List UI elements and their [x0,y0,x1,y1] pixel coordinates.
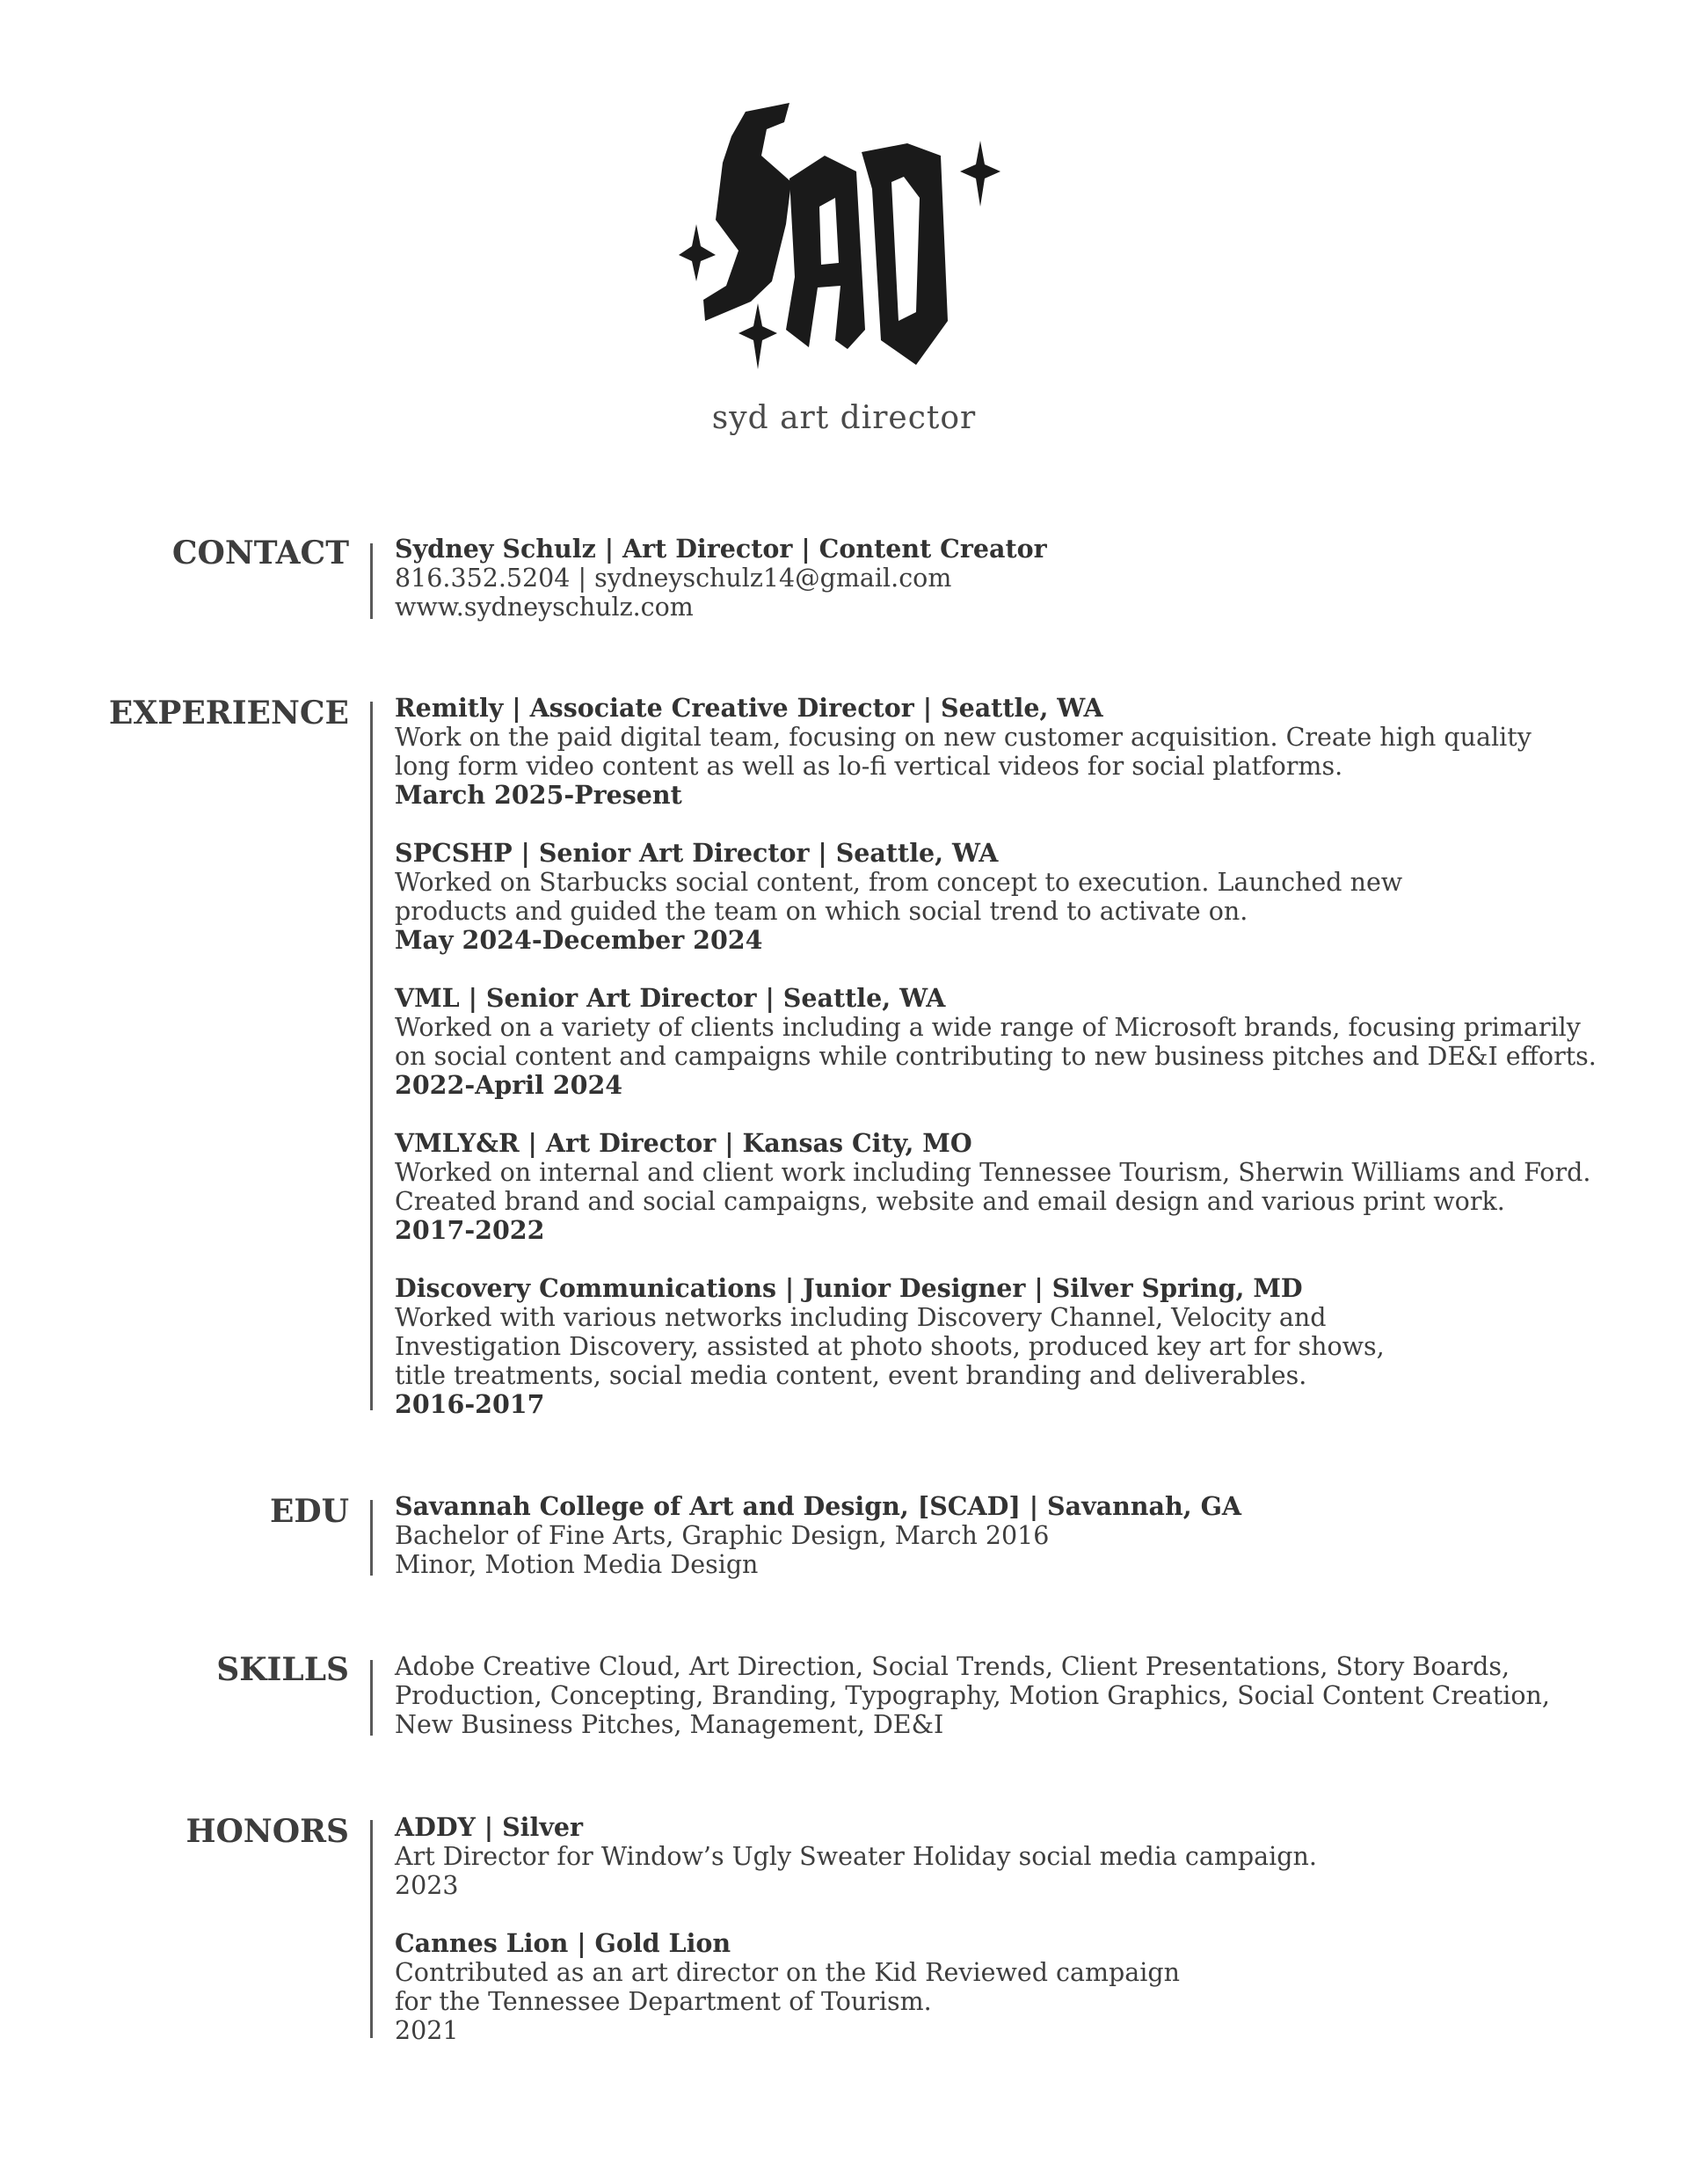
job-dates: 2016-2017 [395,1389,545,1419]
skills-section-label: SKILLS [216,1651,349,1688]
honor-description-line: Art Director for Window’s Ugly Sweater Holiday social media campaign. [395,1842,1317,1871]
job-dates: March 2025-Present [395,780,682,810]
job-heading: Discovery Communications | Junior Designer | Silver Spring, MD [395,1273,1303,1303]
edu-block [395,1492,1626,1579]
job-description-line: long form video content as well as lo-fi vertical videos for social platforms. [395,752,1343,781]
honors-divider [370,1820,373,2038]
job-description-line: Worked on Starbucks social content, from concept to execution. Launched new [395,868,1403,897]
honor-entry [395,1813,1626,1900]
school-heading: Savannah College of Art and Design, [SCAD] | Savannah, GA [395,1491,1242,1521]
contact-block [395,535,1626,622]
job-description-line: Worked with various networks including Discovery Channel, Velocity and [395,1303,1327,1332]
contact-section-label: CONTACT [171,535,349,571]
job-heading: VML | Senior Art Director | Seattle, WA [395,983,946,1013]
job-dates: May 2024-December 2024 [395,925,763,955]
experience-block [395,694,1626,1448]
edu-divider [370,1500,373,1576]
sparkle-icon-left [679,224,716,281]
contact-website: www.sydneyschulz.com [395,593,694,622]
logo-letter-d [862,143,948,365]
logo-letter-a [786,156,865,349]
skills-line: Adobe Creative Cloud, Art Direction, Social Trends, Client Presentations, Story Boards, [395,1652,1510,1681]
minor-line: Minor, Motion Media Design [395,1550,759,1579]
contact-divider [370,543,373,619]
experience-section-label: EXPERIENCE [108,695,349,732]
job-description-line: Work on the paid digital team, focusing on new customer acquisition. Create high quality [395,723,1532,752]
sparkle-icon-right [960,141,1000,207]
job-description-line: Worked on a variety of clients including a wide range of Microsoft brands, focusing primarily [395,1013,1581,1042]
honors-block [395,1813,1626,2074]
experience-entry [395,694,1626,810]
skills-divider [370,1660,373,1736]
contact-name-title: Sydney Schulz | Art Director | Content Creator [395,534,1047,564]
edu-section-label: EDU [269,1493,349,1530]
experience-divider [370,702,373,1410]
honor-year: 2021 [395,2016,459,2045]
honor-entry [395,1929,1626,2045]
job-description-line: Worked on internal and client work including Tennessee Tourism, Sherwin Williams and Ford. [395,1158,1591,1187]
experience-entry [395,984,1626,1100]
honor-heading: Cannes Lion | Gold Lion [395,1928,731,1958]
job-dates: 2022-April 2024 [395,1070,623,1100]
skills-line: Production, Concepting, Branding, Typography, Motion Graphics, Social Content Creation, [395,1681,1550,1710]
skills-block [395,1652,1626,1739]
job-heading: SPCSHP | Senior Art Director | Seattle, WA [395,838,999,868]
contact-phone-email: 816.352.5204 | sydneyschulz14@gmail.com [395,564,952,593]
experience-entry [395,1274,1626,1419]
job-description-line: Investigation Discovery, assisted at photo shoots, produced key art for shows, [395,1332,1385,1361]
job-description-line: on social content and campaigns while contributing to new business pitches and DE&I efforts. [395,1042,1597,1071]
degree-line: Bachelor of Fine Arts, Graphic Design, March 2016 [395,1521,1050,1550]
experience-entry [395,1129,1626,1245]
experience-entry [395,839,1626,955]
sad-monogram-logo [677,101,1002,387]
job-heading: VMLY&R | Art Director | Kansas City, MO [395,1128,972,1158]
job-description-line: Created brand and social campaigns, website and email design and various print work. [395,1187,1505,1216]
honor-heading: ADDY | Silver [395,1812,584,1842]
job-dates: 2017-2022 [395,1215,545,1245]
skills-line: New Business Pitches, Management, DE&I [395,1710,944,1739]
job-description-line: products and guided the team on which social trend to activate on. [395,897,1248,926]
honor-description-line: for the Tennessee Department of Tourism. [395,1987,932,2016]
logo-letter-s [703,103,791,321]
job-heading: Remitly | Associate Creative Director | Seattle, WA [395,693,1103,723]
logo-tagline: syd art director [711,400,977,436]
honors-section-label: HONORS [186,1813,349,1850]
honor-year: 2023 [395,1871,459,1900]
job-description-line: title treatments, social media content, event branding and deliverables. [395,1361,1307,1390]
honor-description-line: Contributed as an art director on the Kid Reviewed campaign [395,1958,1180,1987]
sparkle-icon-bottom [738,303,777,369]
